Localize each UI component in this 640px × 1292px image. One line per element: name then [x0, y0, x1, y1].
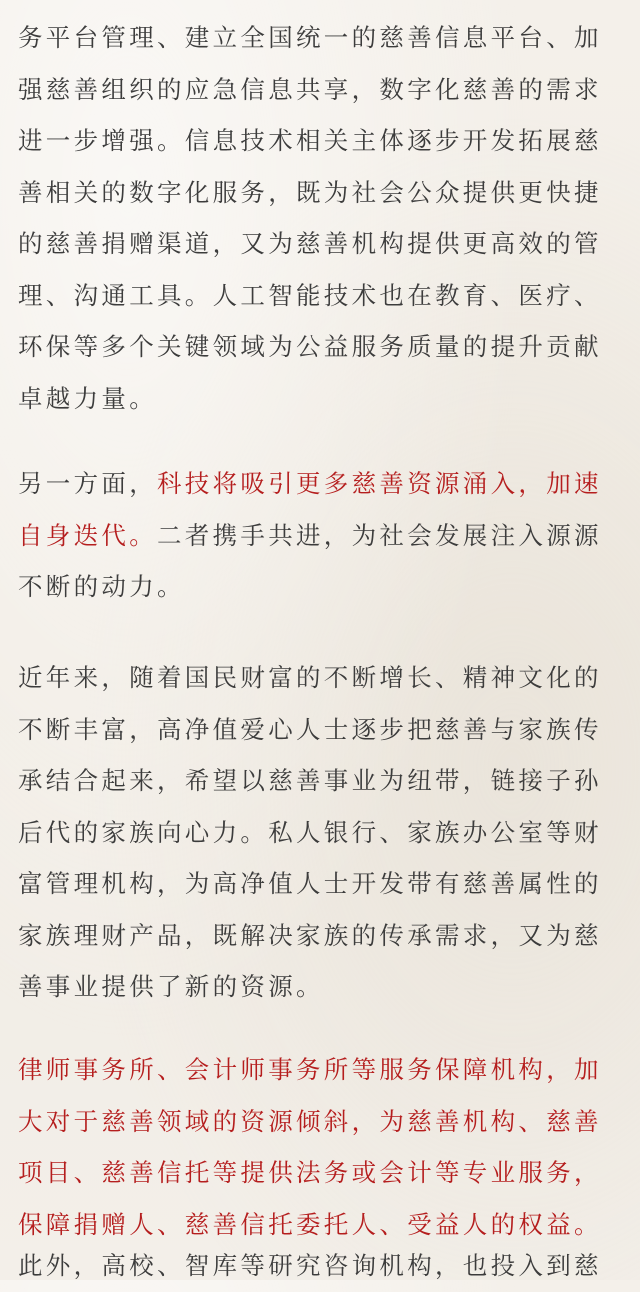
paragraph-service-institutions: [18, 1044, 624, 1250]
paragraph-text: 近年来，随着国民财富的不断增长、精神文化的不断丰富，高净值爱心人士逐步把慈善与家族传承结合起来，希望以慈善事业为纽带，链接子孙后代的家族向心力。私人银行、家族办公室等财富管理机构，为高净值人士开发带有慈善属性的家族理财产品，既解决家族的传承需求，又为慈善事业提供了新的资源。: [18, 663, 602, 1001]
paragraph-tech-resources: [18, 458, 624, 613]
paragraph-lead-text: 另一方面，: [18, 469, 157, 498]
paragraph-text: 务平台管理、建立全国统一的慈善信息平台、加强慈善组织的应急信息共享，数字化慈善的需求进一步增强。信息技术相关主体逐步开发拓展慈善相关的数字化服务，既为社会公众提供更快捷的慈善捐赠渠道，又为慈善机构提供更高效的管理、沟通工具。人工智能技术也在教育、医疗、环保等多个关键领域为公益服务质量的提升贡献卓越力量。: [18, 23, 602, 413]
paragraph-family-philanthropy: [18, 652, 624, 1013]
paragraph-text: 二者携手共进，为社会发展注入源源不断的动力。: [18, 520, 602, 601]
paragraph-text: 此外，高校、智库等研究咨询机构，也投入到慈: [18, 1251, 602, 1280]
paragraph-research-institutions: [18, 1240, 602, 1292]
highlighted-text: 科技将吸引更多慈善资源涌入，加速自身迭代。: [18, 469, 602, 550]
paragraph-digital-charity: [18, 12, 624, 424]
highlighted-text: 律师事务所、会计师事务所等服务保障机构，加大对于慈善领域的资源倾斜，为慈善机构、慈善项目、慈善信托等提供法务或会计等专业服务，保障捐赠人、慈善信托委托人、受益人的权益。: [18, 1055, 602, 1239]
